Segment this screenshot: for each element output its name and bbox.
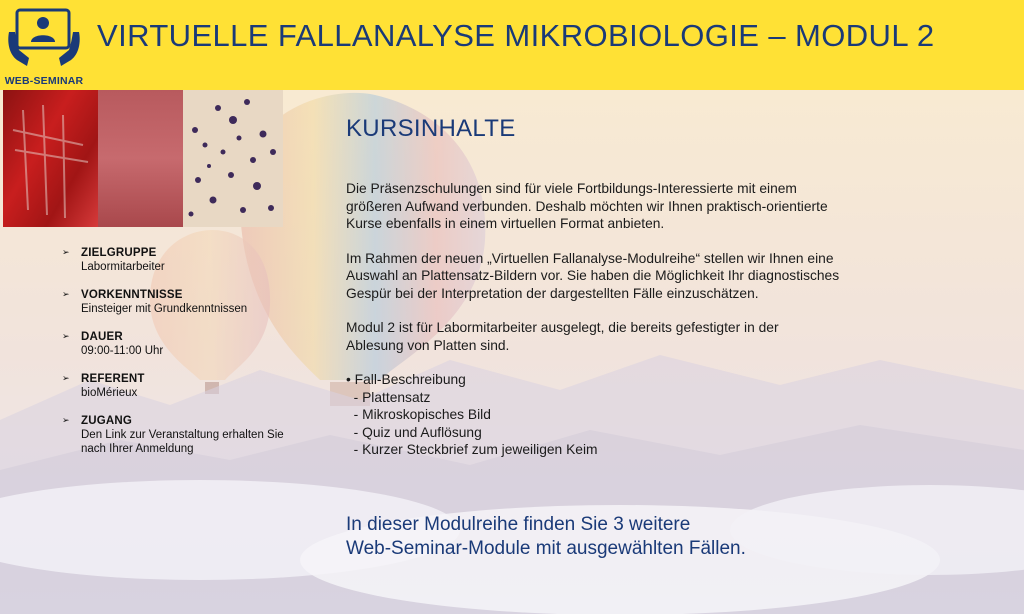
paragraph-line: Im Rahmen der neuen „Virtuellen Fallanalyse-Modulreihe“ stellen wir Ihnen eine — [346, 250, 834, 266]
plate-closeup-photo — [98, 90, 183, 227]
header-banner — [0, 0, 1024, 90]
info-item-zugang — [62, 414, 322, 456]
course-description — [346, 180, 926, 459]
arrow-bullet-icon: ➢ — [62, 247, 70, 257]
paragraph-line: Gespür bei der Interpretation der dargestellten Fälle einzuschätzen. — [346, 285, 759, 301]
closing-note — [346, 513, 746, 561]
paragraph-line: Auswahl an Plattensatz-Bildern vor. Sie haben die Möglichkeit Ihr diagnostisches — [346, 268, 840, 283]
info-item-zielgruppe — [62, 246, 322, 274]
info-value: Einsteiger mit Grundkenntnissen — [81, 303, 248, 315]
course-info-list — [62, 246, 322, 470]
content-list — [346, 371, 926, 459]
info-label: REFERENT — [81, 373, 145, 385]
web-seminar-logo — [3, 2, 85, 88]
arrow-bullet-icon: ➢ — [62, 331, 70, 341]
arrow-bullet-icon: ➢ — [62, 289, 70, 299]
presenter-screen-icon — [3, 2, 85, 74]
info-value: 09:00-11:00 Uhr — [81, 345, 164, 357]
paragraph-line: Kurse ebenfalls in einem virtuellen Format anbieten. — [346, 216, 665, 231]
info-label: DAUER — [81, 331, 123, 343]
paragraph — [346, 319, 926, 354]
list-item: - Plattensatz — [346, 389, 431, 405]
info-value-line: Den Link zur Veranstaltung erhalten Sie — [81, 429, 284, 441]
section-title: KURSINHALTE — [346, 115, 516, 142]
closing-line: Web-Seminar-Module mit ausgewählten Fällen. — [346, 538, 746, 559]
logo-label: WEB-SEMINAR — [4, 75, 84, 87]
info-value: Labormitarbeiter — [81, 261, 165, 273]
microscopy-cells-image — [183, 90, 283, 227]
paragraph-line: Ablesung von Platten sind. — [346, 337, 510, 353]
arrow-bullet-icon: ➢ — [62, 373, 70, 383]
paragraph — [346, 250, 926, 303]
closing-line: In dieser Modulreihe finden Sie 3 weitere — [346, 514, 691, 535]
info-item-dauer — [62, 330, 322, 358]
paragraph-line: größeren Aufwand verbunden. Deshalb möchten wir Ihnen praktisch-orientierte — [346, 198, 828, 214]
info-label: ZUGANG — [81, 415, 133, 427]
info-item-vorkenntnisse — [62, 288, 322, 316]
paragraph-line: Die Präsenzschulungen sind für viele Fortbildungs-Interessierte mit einem — [346, 181, 797, 196]
info-item-referent — [62, 372, 322, 400]
agar-plate-photo — [3, 90, 98, 227]
arrow-bullet-icon: ➢ — [62, 415, 70, 425]
page-title: VIRTUELLE FALLANALYSE MIKROBIOLOGIE – MODUL 2 — [97, 18, 935, 53]
info-value-line: nach Ihrer Anmeldung — [81, 443, 194, 455]
paragraph-line: Modul 2 ist für Labormitarbeiter ausgelegt, die bereits gefestigter in der — [346, 320, 779, 335]
paragraph — [346, 180, 926, 233]
info-value: bioMérieux — [81, 387, 138, 399]
info-label: VORKENNTNISSE — [81, 289, 183, 301]
agar-streaks-image — [3, 90, 98, 227]
list-item: - Quiz und Auflösung — [346, 424, 482, 440]
list-item: • Fall-Beschreibung — [346, 372, 466, 387]
microscopy-photo — [183, 90, 283, 227]
list-item: - Kurzer Steckbrief zum jeweiligen Keim — [346, 442, 598, 457]
list-item: - Mikroskopisches Bild — [346, 407, 491, 422]
info-label: ZIELGRUPPE — [81, 247, 157, 259]
